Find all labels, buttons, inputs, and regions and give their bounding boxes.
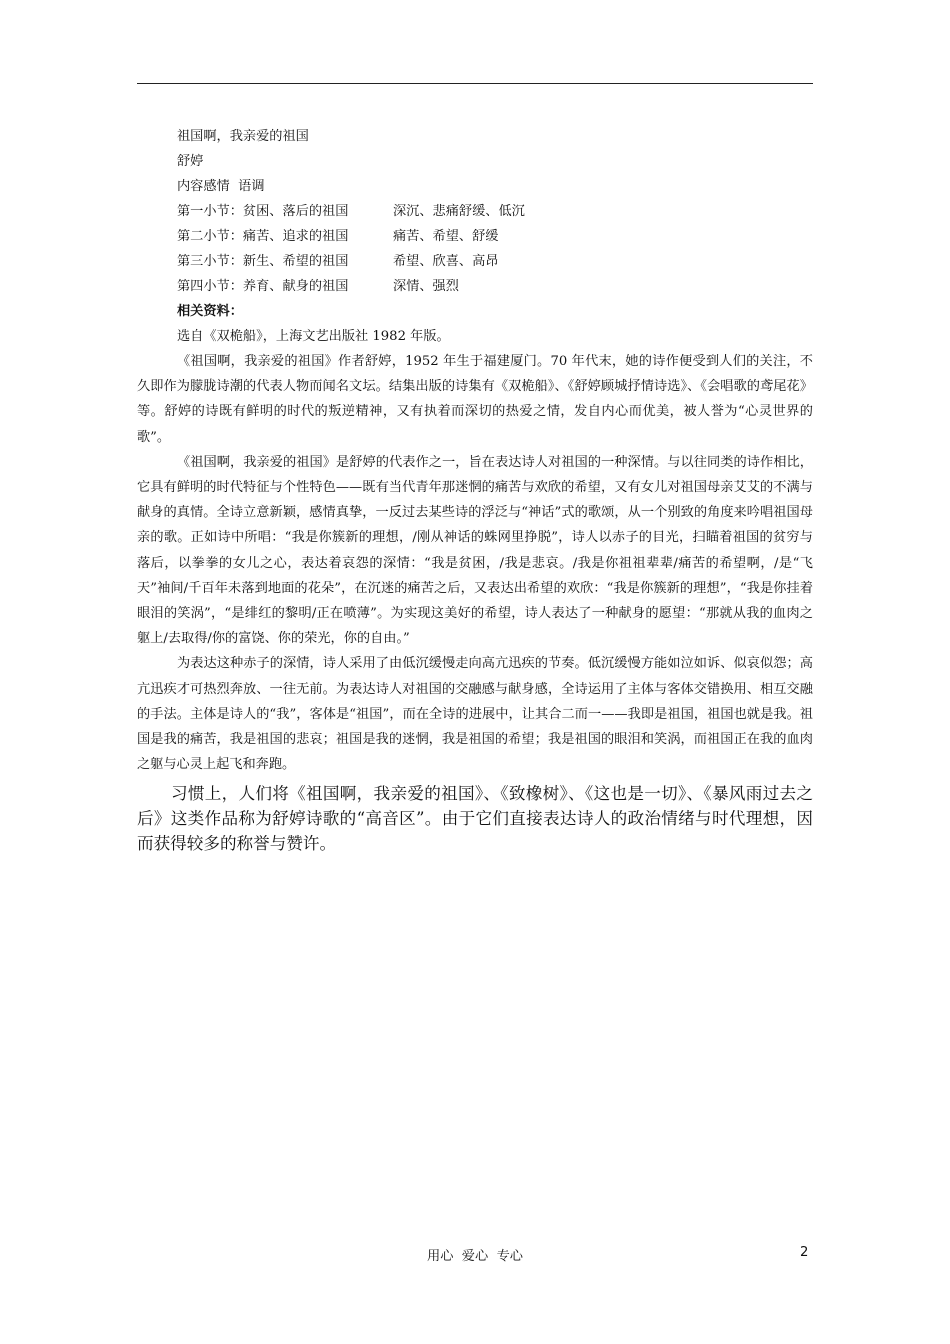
table-row xyxy=(137,249,813,274)
related-heading: 相关资料： xyxy=(177,304,243,319)
table-tone: 痛苦、希望、舒缓 xyxy=(393,229,499,244)
paragraph-intro: 《祖国啊，我亲爱的祖国》作者舒婷，1952 年生于福建厦门。70 年代末，她的诗作便受到人们的关注，不久即作为朦胧诗潮的代表人物而闻名文坛。结集出版的诗集有《双桅船》、《舒婷顾城抒情诗选》、《会唱歌的鸢尾花》等。舒婷的诗既有鲜明的时代的叛逆精神，又有执着而深切的热爱之情，发自内心而优美，被人誉为“心灵世界的歌”。 xyxy=(137,354,813,445)
table-tone: 深沉、悲痛舒缓、低沉 xyxy=(393,204,525,219)
table-section: 第四小节：养育、献身的祖国 xyxy=(177,279,349,294)
table-section: 第二小节：痛苦、追求的祖国 xyxy=(177,229,349,244)
poem-title: 祖国啊，我亲爱的祖国 xyxy=(177,129,309,144)
table-row xyxy=(137,274,813,299)
page-number: 2 xyxy=(800,1245,809,1260)
paragraph-technique: 为表达这种赤子的深情，诗人采用了由低沉缓慢走向高亢迅疾的节奏。低沉缓慢方能如泣如诉、似哀似怨；高亢迅疾才可热烈奔放、一往无前。为表达诗人对祖国的交融感与献身感，全诗运用了主体与客体交错换用、相互交融的手法。主体是诗人的“我”，客体是“祖国”，而在全诗的进展中，让其合二而一——我即是祖国，祖国也就是我。祖国是我的痛苦，我是祖国的悲哀；祖国是我的迷惘，我是祖国的希望；我是祖国的眼泪和笑涡，而祖国正在我的血肉之躯与心灵上起飞和奔跑。 xyxy=(137,656,813,773)
author-name: 舒婷 xyxy=(177,154,204,169)
table-row xyxy=(137,224,813,249)
table-tone: 深情、强烈 xyxy=(393,279,459,294)
table-tone: 希望、欣喜、高昂 xyxy=(393,254,499,269)
page-footer: 用心 爱心 专心 xyxy=(427,1249,523,1264)
paragraph-analysis: 《祖国啊，我亲爱的祖国》是舒婷的代表作之一，旨在表达诗人对祖国的一种深情。与以往同类的诗作相比，它具有鲜明的时代特征与个性特色——既有当代青年那迷惘的痛苦与欢欣的希望，又有女儿对祖国母亲艾艾的不满与献身的真情。全诗立意新颖，感情真挚，一反过去某些诗的浮泛与“神话”式的歌颂，从一个别致的角度来吟唱祖国母亲的歌。正如诗中所唱：“我是你簇新的理想，/刚从神话的蛛网里挣脱”，诗人以赤子的目光，扫瞄着祖国的贫穷与落后，以拳拳的女儿之心，表达着哀怨的深情：“我是贫困，/我是悲哀。/我是你祖祖辈辈/痛苦的希望啊，/是“飞天”袖间/千百年未落到地面的花朵”，在沉迷的痛苦之后，又表达出希望的欢欣：“我是你簇新的理想”，“我是你挂着眼泪的笑涡”，“是绯红的黎明/正在喷薄”。为实现这美好的希望，诗人表达了一种献身的愿望：“那就从我的血肉之躯上/去取得/你的富饶、你的荣光，你的自由。” xyxy=(137,454,813,647)
table-section: 第三小节：新生、希望的祖国 xyxy=(177,254,349,269)
page-content xyxy=(137,124,813,856)
table-header: 内容感情 语调 xyxy=(177,179,265,194)
paragraph-closing: 习惯上，人们将《祖国啊，我亲爱的祖国》、《致橡树》、《这也是一切》、《暴风雨过去之后》这类作品称为舒婷诗歌的“高音区”。由于它们直接表达诗人的政治情绪与时代理想，因而获得较多的称誉与赞许。 xyxy=(137,784,813,854)
table-section: 第一小节：贫困、落后的祖国 xyxy=(177,204,349,219)
source-line: 选自《双桅船》，上海文艺出版社 1982 年版。 xyxy=(177,329,450,344)
header-rule xyxy=(137,83,813,84)
table-row xyxy=(137,199,813,224)
